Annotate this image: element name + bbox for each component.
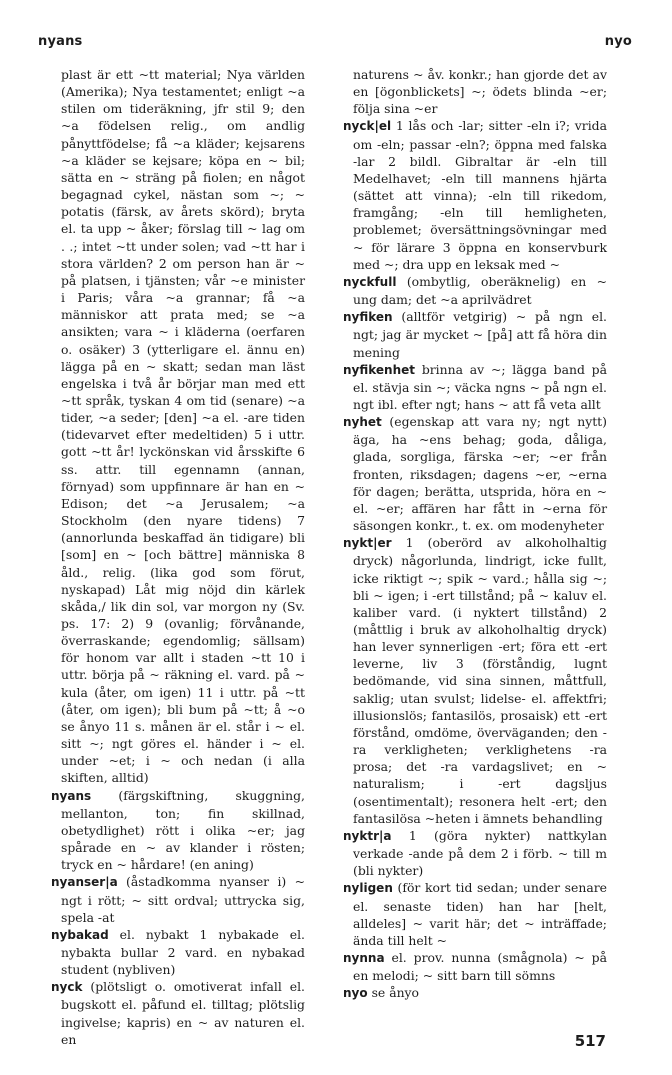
entry-text: plast är ett ~tt material; Nya världen (Amerika); Nya testamentet; enligt ~a stilen om tideräkning, jfr stil 9; den ~a födelsen relig., om andlig pånyttfödelse; få ~a kläder; kejsarens ~a kläder se kejsare; köpa en ~ bil; sätta en ~ sträng på fiolen; en något begagnad cykel, nästan som ~; ~ potatis (färsk, av årets skörd); bryta el. ta upp ~ åker; förslag till ~ lag om . .; intet ~tt under solen; vad ~tt har i stora världen? 2 om person han är ~ på platsen, i tjänsten; vår ~e minister i Paris; våra ~a grannar; få ~a människor att prata med; se ~a ansikten; vara ~ i kläderna (oerfaren o. osäker) 3 (ytterligare el. ännu en) lägga på en ~ skatt; sedan man läst engelska i två år börjar man med ett ~tt språk, tyskan 4 om tid (senare) ~a tider, ~a seder; [den] ~a el. -are tiden (tidevarvet efter medeltiden) 5 i uttr. gott ~tt år! lyckönskan vid årsskifte 6 ss. attr. till egennamn (annan, förnyad) som uppfinnare är han en ~ Edison; det ~a Jerusalem; ~a Stockholm (den nyare tidens) 7 (annorlunda beskaffad än tidigare) bli [som] en ~ [och bättre] människa 8 åld., relig. (lika god som förut, nyskapad) Låt mig nöjd din kärlek skåda,/ lik din sol, var morgon ny (Sv. ps. 17: 2) 9 (ovanlig; förvånande, överraskande; egendomlig; sällsam) för honom var allt i staden ~tt 10 i uttr. börja på ~ räkning el. vard. på ~ kula (åter, om igen) 11 i uttr. på ~tt (åter, om igen); bli bum på ~tt; å ~o se ånyo 11 s. månen är el. står i ~ el. sitt ~; ngt göres el. händer i ~ el. under ~et; i ~ och nedan (i alla skiften, alltid) bbox=[61, 67, 305, 786]
running-head-right: nyo bbox=[604, 34, 632, 49]
entry-headword: nyck|el bbox=[343, 119, 392, 134]
entry-headword: nyo bbox=[343, 986, 368, 1001]
entry-text: naturens ~ åv. konkr.; han gjorde det av en [ögonblickets] ~; ödets blinda ~er; följa sina ~er bbox=[353, 67, 607, 117]
dictionary-entry bbox=[51, 787, 305, 874]
entry-text: se ånyo bbox=[371, 985, 420, 1001]
dictionary-entry bbox=[343, 827, 607, 879]
entry-headword: nyans bbox=[51, 788, 92, 803]
left-column bbox=[51, 66, 305, 1048]
entry-headword: nyfiken bbox=[343, 310, 393, 325]
entry-headword: nyck bbox=[51, 980, 83, 995]
dictionary-entry bbox=[343, 361, 607, 413]
entry-text: (färgskiftning, skuggning, mellanton, ton; fin skillnad, obetydlighet) rött i olika ~er; jag spårade en ~ av klander i rösten; tryck en ~ hårdare! (en aning) bbox=[61, 787, 305, 873]
entry-headword: nybakad bbox=[51, 927, 109, 942]
page-number: 517 bbox=[574, 1032, 606, 1050]
entry-headword: nynna bbox=[343, 950, 385, 965]
entry-text: (plötsligt o. omotiverat infall el. bugskott el. påfund el. tilltag; plötslig ingivelse; kapris) en ~ av naturen el. en bbox=[61, 979, 305, 1047]
dictionary-entry bbox=[51, 926, 305, 978]
running-head-left: nyans bbox=[38, 34, 83, 49]
dictionary-entry bbox=[343, 984, 607, 1002]
entry-text: (åstadkomma nyanser i) ~ ngt i rött; ~ sitt ordval; uttrycka sig, spela -at bbox=[61, 874, 305, 925]
entry-text: el. nybakt 1 nybakade el. nybakta bullar 2 vard. en nybakad student (nybliven) bbox=[61, 926, 305, 978]
dictionary-entry bbox=[343, 273, 607, 308]
entry-headword: nyckfull bbox=[343, 274, 397, 289]
entry-text: 1 lås och -lar; sitter -eln i?; vrida om -eln; passar -eln?; öppna med falska -lar 2 bildl. Gibraltar är -eln till Medelhavet; -eln till mannens hjärta (sättet att vinna); -eln till rikedom, framgång; -eln till hemligheten, problemet; översättningsövningar med ~ för lärare 3 öppna en konservburk med ~; dra upp en leksak med ~ bbox=[353, 118, 607, 272]
entry-text: el. prov. nunna (smågnola) ~ på en melodi; ~ sitt barn till sömns bbox=[353, 949, 607, 984]
dictionary-entry bbox=[51, 978, 305, 1048]
entry-headword: nykt|er bbox=[343, 536, 392, 551]
entry-headword: nyktr|a bbox=[343, 828, 392, 843]
dictionary-entry bbox=[51, 873, 305, 925]
entry-text: 1 (oberörd av alkoholhaltig dryck) någorlunda, lindrigt, icke fullt, icke riktigt ~; spik ~ vard.; hålla sig ~; bli ~ igen; i -ert tillstånd; på ~ kaluv el. kaliber vard. (i nyktert tillstånd) 2 (måttlig i bruk av alkoholhaltig dryck) han lever synnerligen -ert; föra ett -ert leverne, liv 3 (förståndig, lugnt bedömande, vid sina sinnen, måttfull, saklig; utan svulst; lidelse- el. affektfri; illusionslös; fantasilös, prosaisk) ett -ert förstånd, omdöme, överväganden; den -ra verkligheten; verklighetens -ra prosa; det -ra vardagslivet; en ~ naturalism; i -ert dagsljus (osentimentalt); resonera helt -ert; den fantasilösa ~heten i ämnets behandling bbox=[353, 535, 607, 826]
dictionary-entry bbox=[343, 879, 607, 949]
entry-text: brinna av ~; lägga band på el. stävja sin ~; väcka ngns ~ på ngn el. ngt ibl. efter ngt; hans ~ att få veta allt bbox=[353, 361, 607, 412]
entry-text: 1 (göra nykter) nattkylan verkade -ande på dem 2 i förb. ~ till m (bli nykter) bbox=[353, 827, 607, 879]
entry-headword: nyfikenhet bbox=[343, 362, 416, 377]
right-column bbox=[343, 66, 607, 1002]
entry-text: (för kort tid sedan; under senare el. senaste tiden) han har [helt, alldeles] ~ varit här; det ~ inträffade; ända till helt ~ bbox=[353, 880, 607, 948]
dictionary-entry bbox=[343, 949, 607, 984]
entry-text: (egenskap att vara ny; ngt nytt) äga, ha ~ens behag; goda, dåliga, glada, sorgliga, färska ~er; ~er från fronten, riksdagen; dagens ~er, ~erna för dagen; berätta, utsprida, höra en ~ el. ~er; affären har fått in ~erna för säsongen konkr., t. ex. om modenyheter bbox=[353, 414, 607, 534]
entry-text: (alltför vetgirig) ~ på ngn el. ngt; jag är mycket ~ [på] att få höra din mening bbox=[353, 309, 607, 360]
entry-headword: nyhet bbox=[343, 415, 382, 430]
dictionary-entry bbox=[343, 534, 607, 827]
dictionary-entry bbox=[343, 66, 607, 117]
dictionary-entry bbox=[343, 117, 607, 272]
entry-headword: nyligen bbox=[343, 881, 393, 896]
entry-text: (ombytlig, oberäknelig) en ~ ung dam; det ~a aprilvädret bbox=[353, 273, 607, 308]
dictionary-entry bbox=[51, 66, 305, 787]
dictionary-entry bbox=[343, 413, 607, 534]
dictionary-entry bbox=[343, 308, 607, 360]
entry-headword: nyanser|a bbox=[51, 875, 118, 890]
